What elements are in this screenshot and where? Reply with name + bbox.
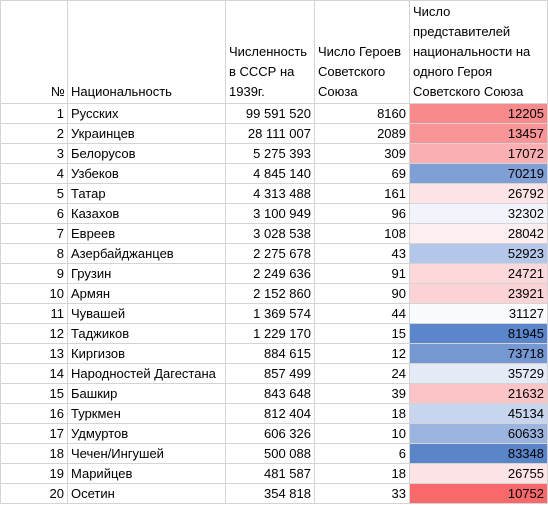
cell-ratio[interactable]: 35729	[410, 364, 548, 384]
cell-population[interactable]: 4 313 488	[226, 184, 315, 204]
header-nationality[interactable]: Национальность	[68, 1, 226, 104]
cell-population[interactable]: 2 152 860	[226, 284, 315, 304]
cell-no[interactable]: 8	[1, 244, 68, 264]
cell-ratio[interactable]: 52923	[410, 244, 548, 264]
table-row	[1, 404, 548, 424]
cell-heroes[interactable]: 33	[315, 484, 410, 504]
cell-nationality[interactable]: Башкир	[68, 384, 226, 404]
cell-ratio[interactable]: 24721	[410, 264, 548, 284]
cell-no[interactable]: 13	[1, 344, 68, 364]
cell-ratio[interactable]: 28042	[410, 224, 548, 244]
table-row	[1, 264, 548, 284]
cell-ratio[interactable]: 60633	[410, 424, 548, 444]
cell-no[interactable]: 16	[1, 404, 68, 424]
cell-ratio[interactable]: 26755	[410, 464, 548, 484]
cell-heroes[interactable]: 44	[315, 304, 410, 324]
cell-nationality[interactable]: Украинцев	[68, 124, 226, 144]
cell-nationality[interactable]: Азербайджанцев	[68, 244, 226, 264]
cell-population[interactable]: 3 028 538	[226, 224, 315, 244]
table-row	[1, 384, 548, 404]
cell-heroes[interactable]: 108	[315, 224, 410, 244]
cell-nationality[interactable]: Татар	[68, 184, 226, 204]
cell-ratio[interactable]: 73718	[410, 344, 548, 364]
cell-no[interactable]: 17	[1, 424, 68, 444]
cell-nationality[interactable]: Осетин	[68, 484, 226, 504]
header-no[interactable]: №	[1, 1, 68, 104]
cell-population[interactable]: 1 369 574	[226, 304, 315, 324]
cell-population[interactable]: 857 499	[226, 364, 315, 384]
cell-nationality[interactable]: Русских	[68, 104, 226, 124]
cell-nationality[interactable]: Узбеков	[68, 164, 226, 184]
cell-ratio[interactable]: 32302	[410, 204, 548, 224]
cell-no[interactable]: 5	[1, 184, 68, 204]
cell-population[interactable]: 2 275 678	[226, 244, 315, 264]
cell-population[interactable]: 481 587	[226, 464, 315, 484]
table-row	[1, 104, 548, 124]
cell-ratio[interactable]: 81945	[410, 324, 548, 344]
header-heroes[interactable]: Число Героев Советского Союза	[315, 1, 410, 104]
cell-heroes[interactable]: 12	[315, 344, 410, 364]
cell-no[interactable]: 18	[1, 444, 68, 464]
table-row	[1, 224, 548, 244]
cell-population[interactable]: 28 111 007	[226, 124, 315, 144]
cell-population[interactable]: 843 648	[226, 384, 315, 404]
cell-nationality[interactable]: Марийцев	[68, 464, 226, 484]
table-row	[1, 344, 548, 364]
table-row	[1, 484, 548, 504]
cell-ratio[interactable]: 10752	[410, 484, 548, 504]
cell-heroes[interactable]: 2089	[315, 124, 410, 144]
cell-ratio[interactable]: 45134	[410, 404, 548, 424]
table-row	[1, 204, 548, 224]
cell-nationality[interactable]: Чувашей	[68, 304, 226, 324]
cell-nationality[interactable]: Белорусов	[68, 144, 226, 164]
cell-nationality[interactable]: Чечен/Ингушей	[68, 444, 226, 464]
cell-nationality[interactable]: Киргизов	[68, 344, 226, 364]
cell-no[interactable]: 19	[1, 464, 68, 484]
cell-population[interactable]: 812 404	[226, 404, 315, 424]
cell-nationality[interactable]: Евреев	[68, 224, 226, 244]
cell-population[interactable]: 3 100 949	[226, 204, 315, 224]
cell-no[interactable]: 7	[1, 224, 68, 244]
table-row	[1, 444, 548, 464]
cell-population[interactable]: 884 615	[226, 344, 315, 364]
cell-population[interactable]: 2 249 636	[226, 264, 315, 284]
table-row	[1, 124, 548, 144]
cell-ratio[interactable]: 13457	[410, 124, 548, 144]
cell-no[interactable]: 20	[1, 484, 68, 504]
cell-ratio[interactable]: 70219	[410, 164, 548, 184]
cell-no[interactable]: 12	[1, 324, 68, 344]
cell-population[interactable]: 1 229 170	[226, 324, 315, 344]
cell-heroes[interactable]: 39	[315, 384, 410, 404]
cell-no[interactable]: 14	[1, 364, 68, 384]
cell-population[interactable]: 500 088	[226, 444, 315, 464]
header-ratio[interactable]: Число представителей национальности на одного Героя Советского Союза	[410, 1, 548, 104]
cell-no[interactable]: 15	[1, 384, 68, 404]
table-row	[1, 304, 548, 324]
cell-no[interactable]: 4	[1, 164, 68, 184]
cell-heroes[interactable]: 18	[315, 404, 410, 424]
cell-heroes[interactable]: 24	[315, 364, 410, 384]
cell-no[interactable]: 11	[1, 304, 68, 324]
cell-heroes[interactable]: 6	[315, 444, 410, 464]
cell-ratio[interactable]: 23921	[410, 284, 548, 304]
cell-heroes[interactable]: 15	[315, 324, 410, 344]
cell-ratio[interactable]: 26792	[410, 184, 548, 204]
cell-nationality[interactable]: Удмуртов	[68, 424, 226, 444]
cell-heroes[interactable]: 43	[315, 244, 410, 264]
cell-nationality[interactable]: Армян	[68, 284, 226, 304]
table-row	[1, 284, 548, 304]
cell-no[interactable]: 1	[1, 104, 68, 124]
table-body	[1, 1, 548, 504]
header-population[interactable]: Численность в СССР на 1939г.	[226, 1, 315, 104]
cell-heroes[interactable]: 96	[315, 204, 410, 224]
table-row	[1, 324, 548, 344]
cell-heroes[interactable]: 91	[315, 264, 410, 284]
cell-nationality[interactable]: Казахов	[68, 204, 226, 224]
header-row	[1, 1, 548, 104]
cell-ratio[interactable]: 31127	[410, 304, 548, 324]
cell-heroes[interactable]: 8160	[315, 104, 410, 124]
cell-ratio[interactable]: 83348	[410, 444, 548, 464]
cell-nationality[interactable]: Грузин	[68, 264, 226, 284]
cell-no[interactable]: 2	[1, 124, 68, 144]
table-row	[1, 244, 548, 264]
cell-heroes[interactable]: 10	[315, 424, 410, 444]
cell-heroes[interactable]: 18	[315, 464, 410, 484]
cell-ratio[interactable]: 21632	[410, 384, 548, 404]
cell-no[interactable]: 3	[1, 144, 68, 164]
cell-nationality[interactable]: Таджиков	[68, 324, 226, 344]
cell-no[interactable]: 6	[1, 204, 68, 224]
table-row	[1, 164, 548, 184]
cell-heroes[interactable]: 90	[315, 284, 410, 304]
table-row	[1, 364, 548, 384]
cell-population[interactable]: 4 845 140	[226, 164, 315, 184]
cell-population[interactable]: 5 275 393	[226, 144, 315, 164]
cell-population[interactable]: 606 326	[226, 424, 315, 444]
cell-population[interactable]: 354 818	[226, 484, 315, 504]
table-row	[1, 184, 548, 204]
cell-no[interactable]: 9	[1, 264, 68, 284]
cell-no[interactable]: 10	[1, 284, 68, 304]
cell-heroes[interactable]: 69	[315, 164, 410, 184]
cell-nationality[interactable]: Народностей Дагестана	[68, 364, 226, 384]
cell-nationality[interactable]: Туркмен	[68, 404, 226, 424]
cell-population[interactable]: 99 591 520	[226, 104, 315, 124]
cell-ratio[interactable]: 17072	[410, 144, 548, 164]
cell-ratio[interactable]: 12205	[410, 104, 548, 124]
table-row	[1, 464, 548, 484]
table-row	[1, 424, 548, 444]
table-row	[1, 144, 548, 164]
cell-heroes[interactable]: 161	[315, 184, 410, 204]
cell-heroes[interactable]: 309	[315, 144, 410, 164]
